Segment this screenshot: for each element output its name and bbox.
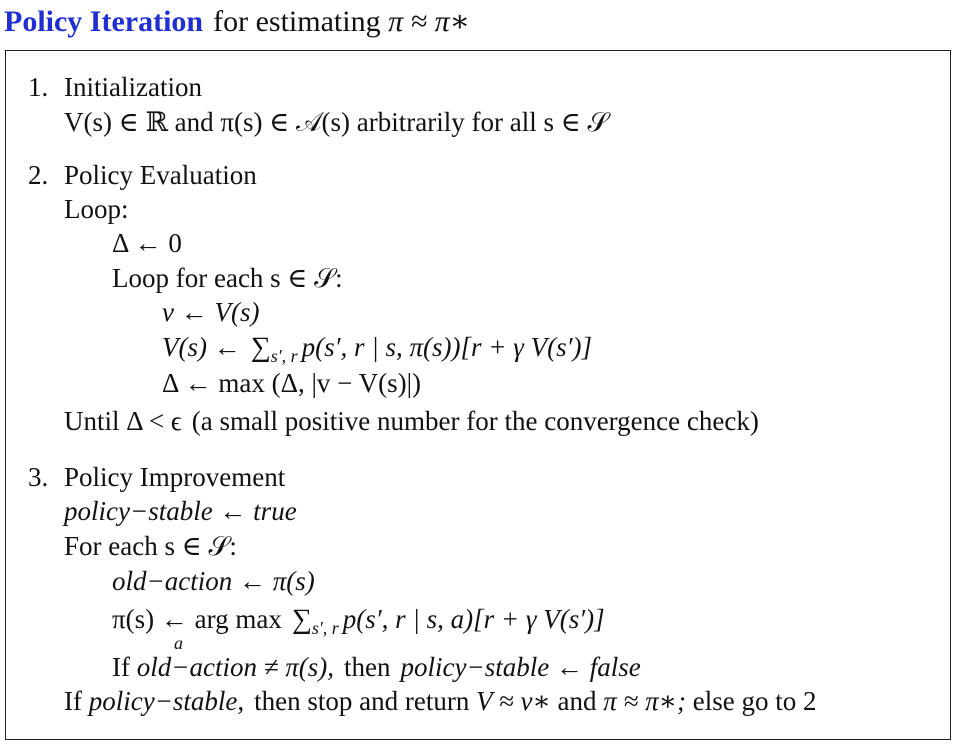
step2-loop-each: Loop for each s ∈ 𝒮: [112,263,343,293]
step3-heading: 3. Policy Improvement [28,462,286,492]
step3-final-line: If policy−stable, then stop and return V ≈ v∗ and π ≈ π∗; else go to 2 [64,686,817,716]
step2-v-assign: v ← V(s) [162,297,260,327]
step2-heading: 2. Policy Evaluation [28,160,257,190]
title-rest-prefix: for estimating [213,5,381,38]
step1-heading: 1. Initialization [28,72,202,102]
step2-delta-update: Δ ← max (Δ, |v − V(s)|) [162,368,421,398]
algorithm-box [5,50,951,740]
title-rest-math: π ≈ π∗ [388,5,471,38]
step2-V-update: V(s) ← $\sum_{s', r}$ p(s′, r | s, π(s))[r + γ V(s′)] [162,332,593,366]
step2-loop: Loop: [64,194,129,224]
step3-stable-init: policy−stable ← true [64,496,297,526]
step2-delta-init: Δ ← 0 [112,228,182,258]
step1-init-line: V(s) ∈ ℝ and π(s) ∈ 𝒜(s) arbitrarily for all s ∈ 𝒮 [64,107,609,137]
algorithm-title [4,2,470,42]
step3-pi-update: π(s) ← arg max a $\sum_{s', r}$ p(s′, r | s, a)[r + γ V(s′)] [112,604,605,653]
title-main: Policy Iteration [4,5,204,38]
step3-for-each: For each s ∈ 𝒮: [64,531,237,561]
step3-if-line: If old−action ≠ π(s), then policy−stable ← false [112,652,641,682]
step3-old-action: old−action ← π(s) [112,566,315,596]
sum-symbol: ∑ [250,332,271,363]
step2-until: Until Δ < ϵ (a small positive number for the convergence check) [64,406,759,436]
